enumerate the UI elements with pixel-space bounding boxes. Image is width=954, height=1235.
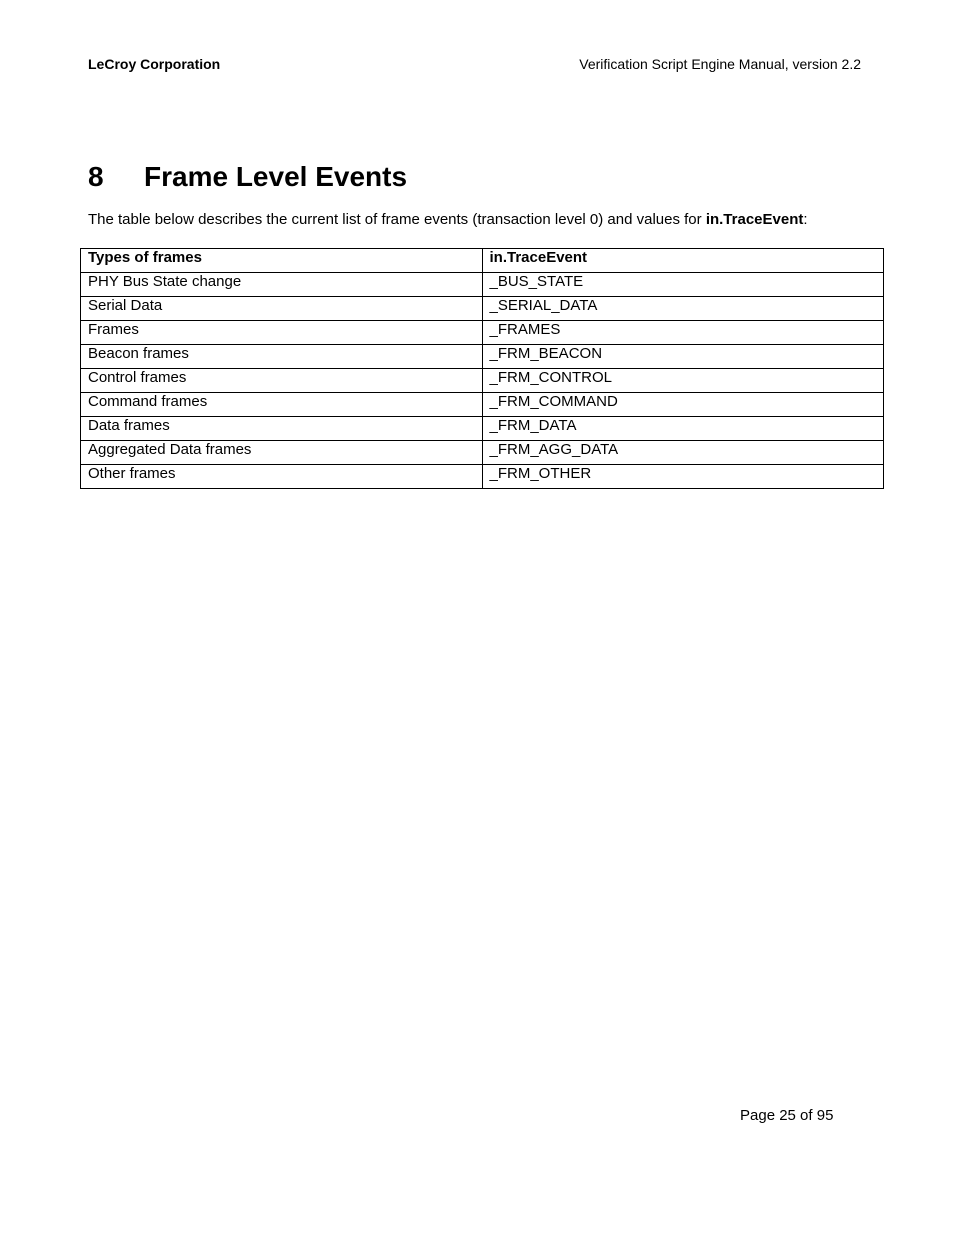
intro-text: The table below describes the current list of frame events (transaction level 0) and values for — [88, 211, 706, 228]
trace-event-cell: _FRAMES — [482, 321, 884, 345]
column-header-types: Types of frames — [81, 249, 483, 273]
table-row — [81, 393, 884, 417]
frame-type-cell: Command frames — [81, 393, 483, 417]
frame-type-cell: Data frames — [81, 417, 483, 441]
frame-type-cell: Beacon frames — [81, 345, 483, 369]
section-heading — [88, 160, 407, 194]
table-row — [81, 465, 884, 489]
header-manual-title: Verification Script Engine Manual, version 2.2 — [579, 56, 861, 72]
page-number: Page 25 of 95 — [740, 1107, 834, 1124]
frame-type-cell: Serial Data — [81, 297, 483, 321]
trace-event-cell: _FRM_CONTROL — [482, 369, 884, 393]
frame-type-cell: Aggregated Data frames — [81, 441, 483, 465]
table-row — [81, 297, 884, 321]
table-row — [81, 441, 884, 465]
intro-bold-term: in.TraceEvent — [705, 211, 804, 228]
table-row — [81, 345, 884, 369]
trace-event-cell: _FRM_BEACON — [482, 345, 884, 369]
trace-event-cell: _BUS_STATE — [482, 273, 884, 297]
table-row — [81, 369, 884, 393]
trace-event-cell: _SERIAL_DATA — [482, 297, 884, 321]
frame-type-cell: Frames — [81, 321, 483, 345]
table-row — [81, 321, 884, 345]
intro-suffix: : — [803, 211, 808, 228]
intro-paragraph — [88, 211, 808, 229]
section-title: Frame Level Events — [144, 161, 408, 192]
frame-type-cell: Other frames — [81, 465, 483, 489]
trace-event-cell: _FRM_AGG_DATA — [482, 441, 884, 465]
frame-type-cell: PHY Bus State change — [81, 273, 483, 297]
trace-event-cell: _FRM_COMMAND — [482, 393, 884, 417]
frame-type-cell: Control frames — [81, 369, 483, 393]
section-number: 8 — [88, 161, 104, 192]
trace-event-cell: _FRM_DATA — [482, 417, 884, 441]
table-row — [81, 273, 884, 297]
trace-event-cell: _FRM_OTHER — [482, 465, 884, 489]
table-row — [81, 417, 884, 441]
table-header-row — [81, 249, 884, 273]
header-company: LeCroy Corporation — [88, 56, 221, 72]
frame-events-table — [80, 248, 884, 489]
column-header-trace-event: in.TraceEvent — [482, 249, 884, 273]
